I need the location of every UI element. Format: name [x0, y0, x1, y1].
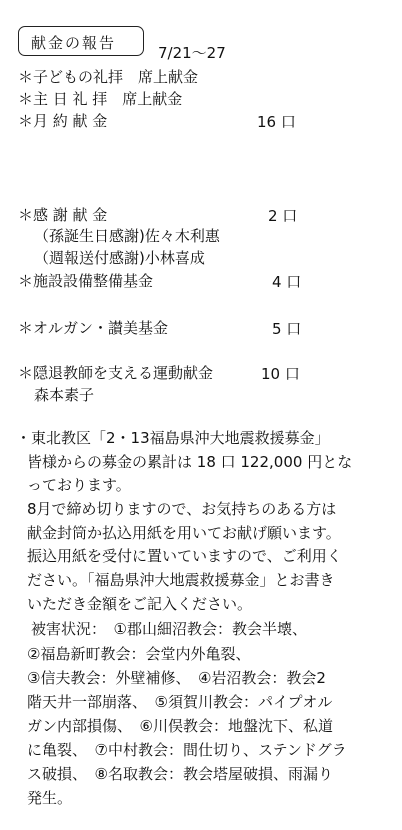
offering-label: ＊オルガン・讃美基金: [18, 319, 169, 337]
offering-label: ＊隠退教師を支える運動献金: [18, 364, 214, 382]
damage-status-line: 発生。: [27, 789, 73, 807]
offering-count: 5 口: [272, 320, 302, 338]
offering-count: 4 口: [272, 273, 302, 291]
damage-status-line: 被害状況： ①郡山細沼教会：教会半壊、: [31, 620, 307, 638]
notice-line: 献金封筒か払込用紙を用いてお献げ願います。: [27, 524, 341, 542]
notice-line: 皆様からの募金の累計は 18 口 122,000 円とな: [27, 453, 353, 471]
offering-donor: 森本素子: [34, 386, 95, 404]
offering-count: 10 口: [261, 365, 300, 383]
offering-count: 2 口: [268, 207, 298, 225]
notice-line: ・東北教区「2・13福島県沖大地震救援募金」: [16, 429, 330, 447]
offering-count: 16 口: [257, 113, 296, 131]
damage-status-line: ②福島新町教会：会堂内外亀裂、: [27, 645, 251, 663]
offering-donor: （孫誕生日感謝)佐々木利惠: [34, 227, 220, 245]
offering-label: ＊子どもの礼拝 席上献金: [18, 68, 199, 86]
offering-label: ＊月 約 献 金: [18, 112, 108, 130]
notice-line: 振込用紙を受付に置いていますので、ご利用く: [27, 547, 342, 565]
damage-status-line: に亀裂、 ⑦中村教会：間仕切り、ステンドグラ: [27, 741, 347, 759]
damage-status-line: ス破損、 ⑧名取教会：教会塔屋破損、雨漏り: [27, 765, 333, 783]
offering-label: ＊感 謝 献 金: [18, 206, 108, 224]
notice-line: いただき金額をご記入ください。: [27, 595, 253, 613]
damage-status-line: 階天井一部崩落、 ⑤須賀川教会：パイプオル: [27, 693, 333, 711]
notice-line: ださい。「福島県沖大地震救援募金」とお書き: [27, 571, 335, 589]
report-title: 献金の報告: [31, 34, 117, 52]
damage-status-line: ガン内部損傷、 ⑥川俣教会：地盤沈下、私道: [27, 717, 333, 735]
offering-donor: （週報送付感謝)小林喜成: [34, 249, 205, 267]
notice-line: 8月で締め切りますので、お気持ちのある方は: [27, 500, 337, 518]
offering-label: ＊施設設備整備基金: [18, 272, 154, 290]
notice-line: っております。: [27, 476, 131, 494]
report-date-range: 7/21〜27: [158, 44, 226, 62]
offering-label: ＊主 日 礼 拝 席上献金: [18, 90, 183, 108]
damage-status-line: ③信夫教会：外壁補修、 ④岩沼教会：教会2: [27, 669, 326, 687]
